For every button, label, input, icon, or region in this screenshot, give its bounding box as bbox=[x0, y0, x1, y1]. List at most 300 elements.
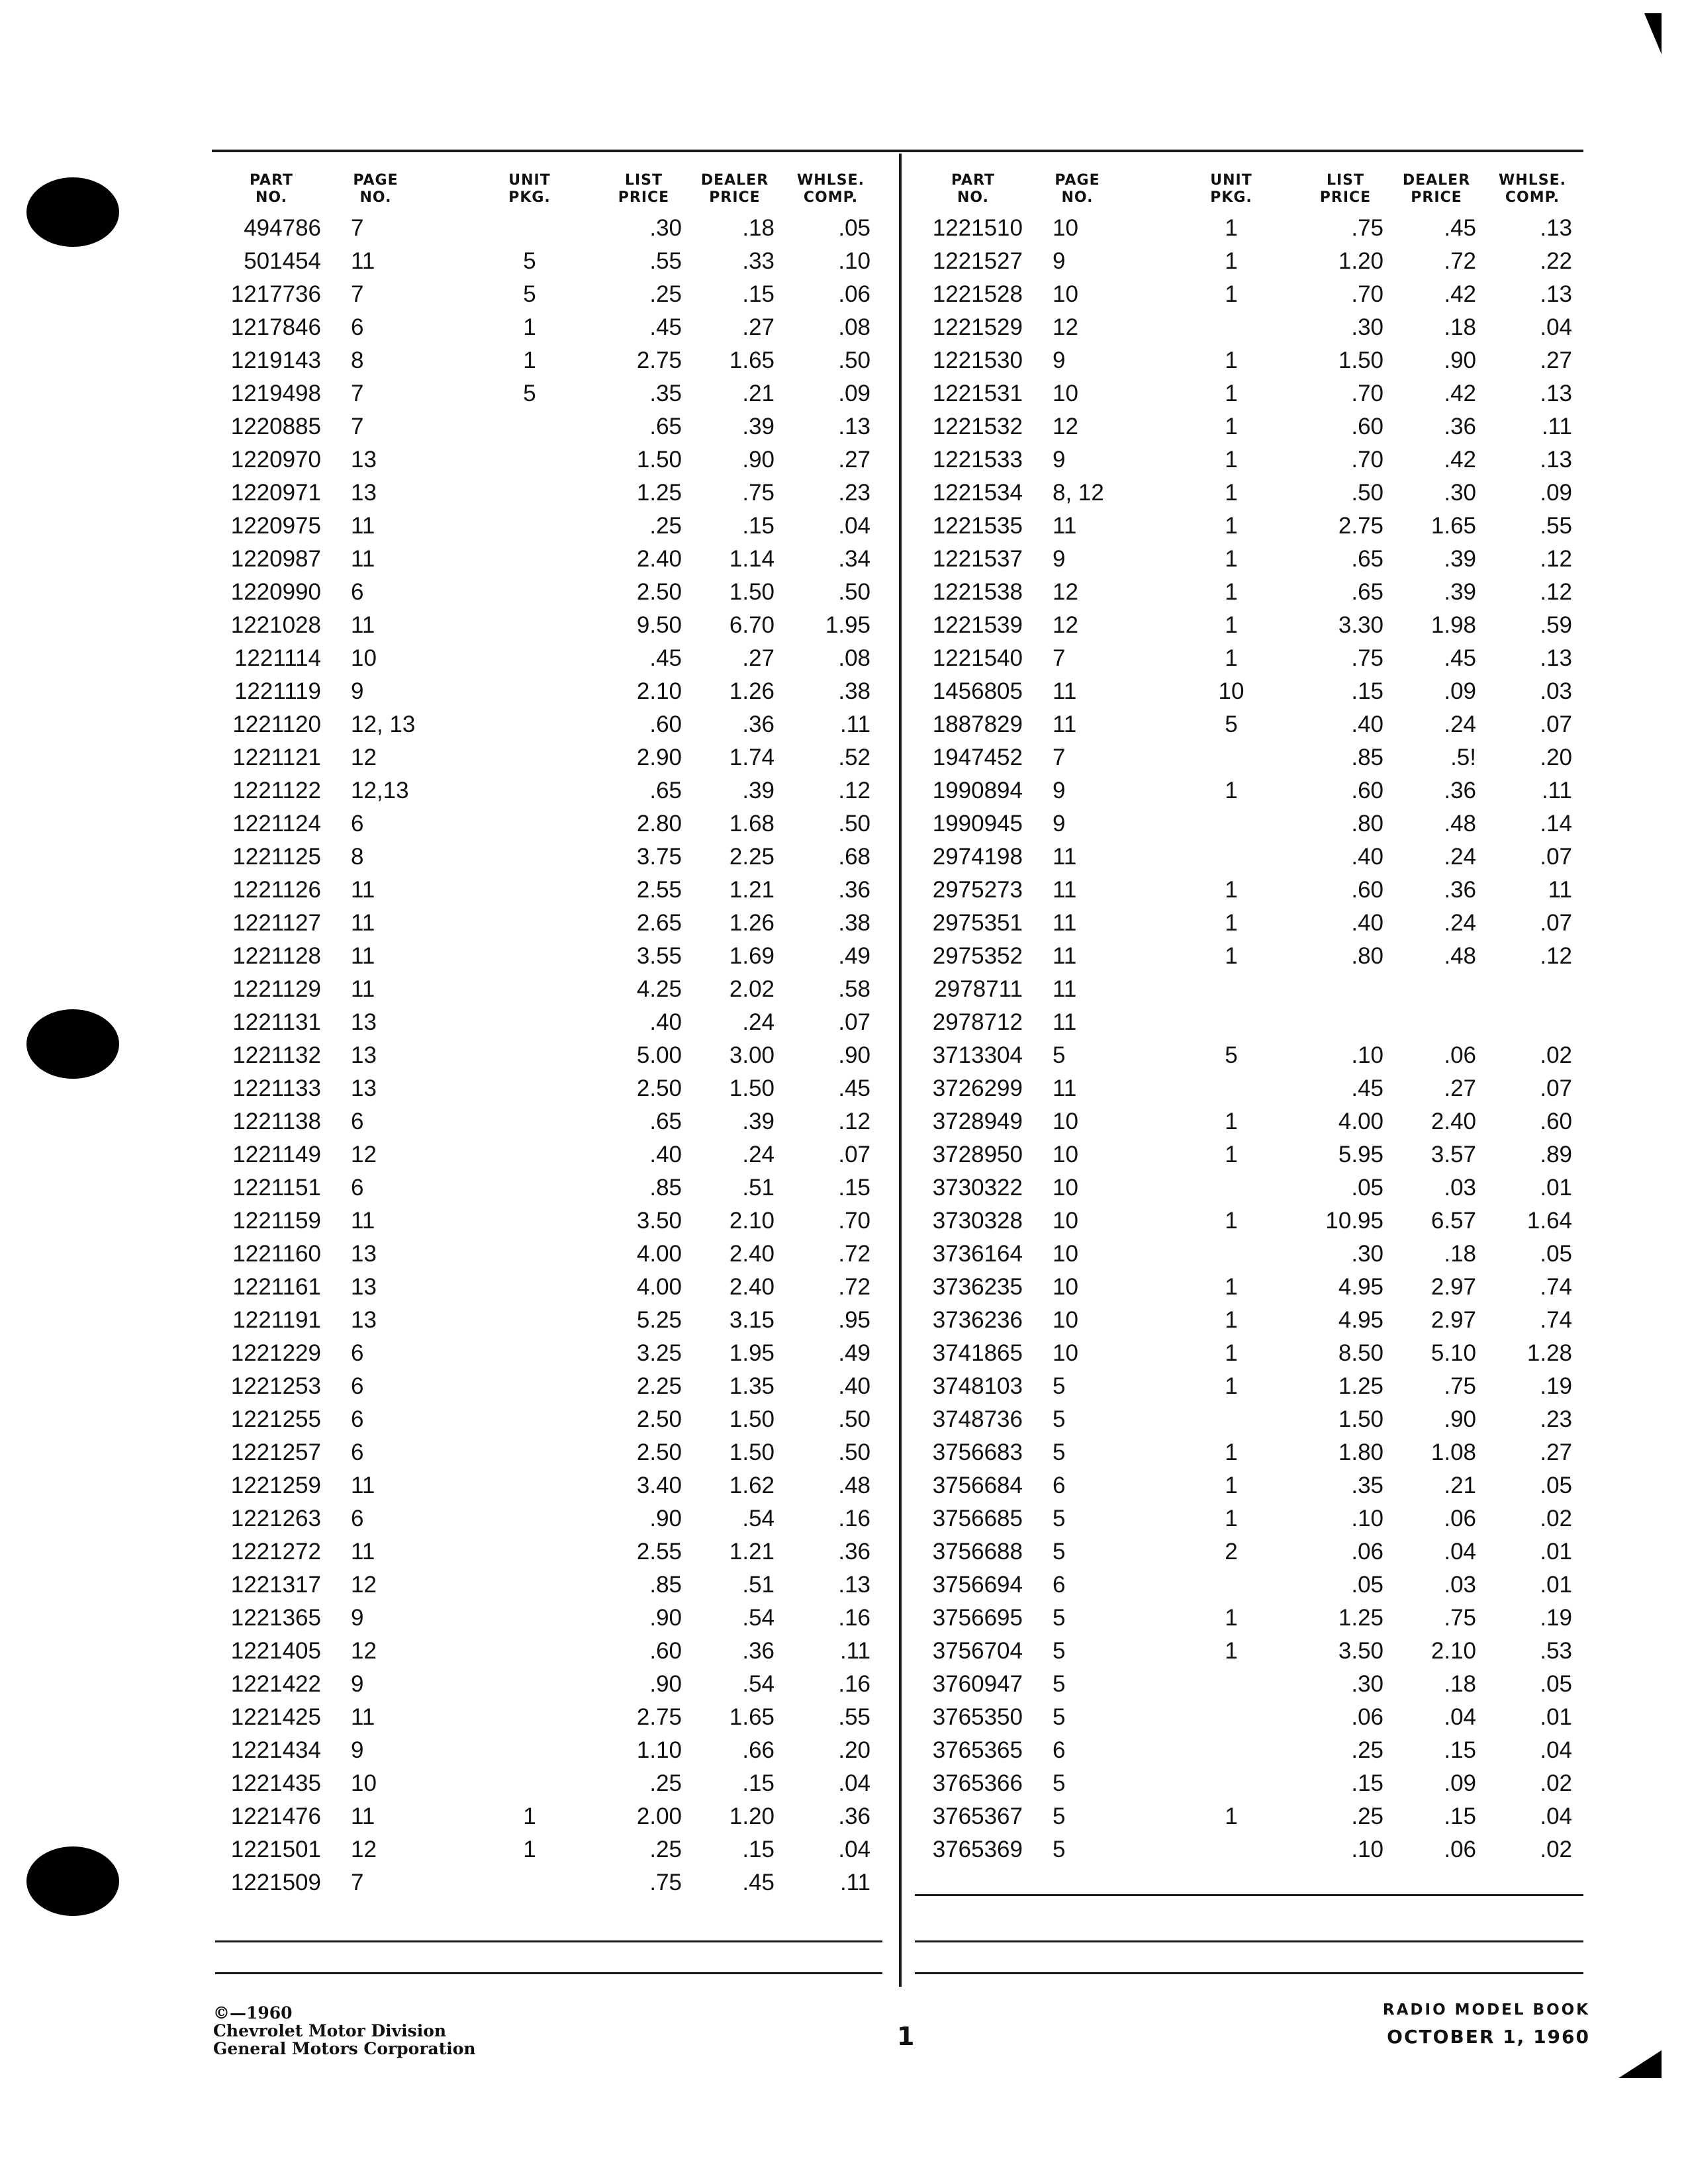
header-whlse bbox=[1493, 172, 1572, 206]
cell-whlse: .50 bbox=[838, 579, 870, 605]
cell-page: 10 bbox=[1053, 1175, 1078, 1201]
header-whlse-line: COMP. bbox=[803, 189, 859, 206]
cell-page: 11 bbox=[351, 1208, 375, 1234]
division-line: Chevrolet Motor Division bbox=[213, 2021, 447, 2040]
cell-part: 1221114 bbox=[234, 645, 321, 671]
cell-list: 2.40 bbox=[636, 546, 682, 572]
cell-part: 1990894 bbox=[932, 778, 1023, 803]
cell-dealer: .15 bbox=[1444, 1803, 1476, 1829]
cell-whlse: .68 bbox=[838, 844, 870, 870]
cell-page: 9 bbox=[1053, 811, 1066, 837]
cell-part: 1221533 bbox=[932, 447, 1023, 473]
cell-page: 11 bbox=[1053, 1075, 1077, 1101]
header-list-line: LIST bbox=[1326, 172, 1365, 189]
cell-dealer: .54 bbox=[742, 1506, 774, 1531]
cell-dealer: .18 bbox=[742, 215, 774, 241]
cell-part: 2974198 bbox=[932, 844, 1023, 870]
cell-dealer: 1.50 bbox=[729, 1075, 774, 1101]
cell-part: 1221509 bbox=[230, 1870, 321, 1895]
cell-whlse: 1.95 bbox=[825, 612, 870, 638]
cell-list: .65 bbox=[1351, 579, 1383, 605]
cell-dealer: .36 bbox=[742, 1638, 774, 1664]
cell-list: 2.75 bbox=[1338, 513, 1383, 539]
cell-dealer: .24 bbox=[1444, 711, 1476, 737]
cell-dealer: 1.65 bbox=[1430, 513, 1476, 539]
cell-whlse: .09 bbox=[1540, 480, 1572, 506]
cell-page: 9 bbox=[1053, 447, 1066, 473]
cell-dealer: .45 bbox=[1444, 645, 1476, 671]
cell-page: 5 bbox=[1053, 1042, 1066, 1068]
cell-list: .25 bbox=[1351, 1803, 1383, 1829]
header-page-line: NO. bbox=[359, 189, 392, 206]
binder-hole-bottom bbox=[26, 1846, 119, 1916]
cell-part: 1221534 bbox=[932, 480, 1023, 506]
cell-unit: 1 bbox=[1225, 579, 1238, 605]
cell-part: 1221132 bbox=[232, 1042, 321, 1068]
cell-part: 1221405 bbox=[230, 1638, 321, 1664]
cell-part: 3713304 bbox=[932, 1042, 1023, 1068]
cell-list: .50 bbox=[1351, 480, 1383, 506]
cell-dealer: .03 bbox=[1444, 1175, 1476, 1201]
header-whlse bbox=[791, 172, 870, 206]
cell-page: 12 bbox=[351, 1142, 377, 1167]
cell-list: .25 bbox=[649, 1770, 682, 1796]
cell-dealer: 1.95 bbox=[729, 1340, 774, 1366]
cell-page: 8 bbox=[351, 347, 364, 373]
cell-page: 7 bbox=[351, 414, 364, 439]
cell-part: 3765365 bbox=[932, 1737, 1023, 1763]
cell-part: 1221263 bbox=[230, 1506, 321, 1531]
left-bottom-rule-1 bbox=[215, 1940, 882, 1942]
cell-list: .30 bbox=[649, 215, 682, 241]
cell-part: 3748736 bbox=[932, 1406, 1023, 1432]
cell-list: .15 bbox=[1351, 678, 1383, 704]
cell-list: .75 bbox=[1351, 215, 1383, 241]
cell-whlse: .27 bbox=[1540, 347, 1572, 373]
cell-part: 1221537 bbox=[932, 546, 1023, 572]
header-page-line: NO. bbox=[1061, 189, 1094, 206]
cell-whlse: .07 bbox=[838, 1142, 870, 1167]
cell-page: 5 bbox=[1053, 1704, 1066, 1730]
header-part bbox=[235, 172, 308, 206]
cell-dealer: 2.02 bbox=[729, 976, 774, 1002]
cell-dealer: .24 bbox=[1444, 910, 1476, 936]
cell-list: .35 bbox=[649, 381, 682, 406]
left-bottom-rule-2 bbox=[215, 1972, 882, 1974]
header-dealer bbox=[695, 172, 774, 206]
cell-whlse: .13 bbox=[1540, 215, 1572, 241]
cell-page: 11 bbox=[1053, 943, 1077, 969]
cell-unit: 1 bbox=[1225, 381, 1238, 406]
cell-list: .30 bbox=[1351, 1241, 1383, 1267]
cell-page: 5 bbox=[1053, 1439, 1066, 1465]
cell-page: 12 bbox=[351, 745, 377, 770]
cell-part: 1217736 bbox=[230, 281, 321, 307]
cell-list: 1.25 bbox=[1338, 1373, 1383, 1399]
cell-dealer: .75 bbox=[1444, 1605, 1476, 1631]
cell-whlse: .08 bbox=[838, 645, 870, 671]
right-bottom-rule-1 bbox=[915, 1894, 1583, 1896]
cell-list: .05 bbox=[1351, 1572, 1383, 1598]
cell-list: .65 bbox=[1351, 546, 1383, 572]
cell-list: 1.50 bbox=[1338, 347, 1383, 373]
cell-page: 13 bbox=[351, 1042, 377, 1068]
cell-list: 4.95 bbox=[1338, 1274, 1383, 1300]
cell-part: 3756684 bbox=[932, 1473, 1023, 1498]
cell-dealer: .36 bbox=[1444, 414, 1476, 439]
cell-unit: 1 bbox=[1225, 778, 1238, 803]
cell-whlse: .04 bbox=[838, 1837, 870, 1862]
cell-list: 2.90 bbox=[636, 745, 682, 770]
cell-dealer: 1.08 bbox=[1430, 1439, 1476, 1465]
cell-whlse: .04 bbox=[838, 513, 870, 539]
cell-dealer: .15 bbox=[742, 1770, 774, 1796]
cell-list: .90 bbox=[649, 1605, 682, 1631]
cell-unit: 5 bbox=[523, 281, 536, 307]
cell-unit: 1 bbox=[1225, 447, 1238, 473]
header-part-line: PART bbox=[249, 172, 294, 189]
cell-list: .65 bbox=[649, 1109, 682, 1134]
cell-part: 1221528 bbox=[932, 281, 1023, 307]
cell-page: 11 bbox=[1053, 976, 1077, 1002]
cell-page: 10 bbox=[1053, 1109, 1078, 1134]
cell-part: 1221422 bbox=[230, 1671, 321, 1697]
cell-part: 1221253 bbox=[230, 1373, 321, 1399]
cell-dealer: .36 bbox=[1444, 778, 1476, 803]
cell-dealer: 2.40 bbox=[729, 1241, 774, 1267]
cell-list: .60 bbox=[649, 711, 682, 737]
cell-part: 3756683 bbox=[932, 1439, 1023, 1465]
cell-unit: 1 bbox=[523, 347, 536, 373]
cell-part: 1221119 bbox=[234, 678, 321, 704]
cell-dealer: 1.21 bbox=[729, 1539, 774, 1565]
cell-part: 1220990 bbox=[230, 579, 321, 605]
cell-whlse: .14 bbox=[1540, 811, 1572, 837]
cell-part: 2975352 bbox=[932, 943, 1023, 969]
cell-page: 6 bbox=[351, 314, 364, 340]
cell-page: 8 bbox=[351, 844, 364, 870]
cell-whlse: .19 bbox=[1540, 1373, 1572, 1399]
cell-whlse: .60 bbox=[1540, 1109, 1572, 1134]
cell-dealer: .54 bbox=[742, 1671, 774, 1697]
cell-whlse: .53 bbox=[1540, 1638, 1572, 1664]
header-dealer bbox=[1397, 172, 1476, 206]
cell-whlse: .03 bbox=[1540, 678, 1572, 704]
cell-part: 1220975 bbox=[230, 513, 321, 539]
cell-dealer: .48 bbox=[1444, 811, 1476, 837]
cell-page: 6 bbox=[351, 1373, 364, 1399]
cell-part: 1221151 bbox=[232, 1175, 321, 1201]
cell-unit: 1 bbox=[1225, 1506, 1238, 1531]
cell-dealer: 2.40 bbox=[729, 1274, 774, 1300]
cell-whlse: .49 bbox=[838, 943, 870, 969]
cell-dealer: 1.62 bbox=[729, 1473, 774, 1498]
cell-list: .65 bbox=[649, 414, 682, 439]
cell-whlse: .09 bbox=[838, 381, 870, 406]
cell-list: .40 bbox=[1351, 844, 1383, 870]
cell-unit: 1 bbox=[1225, 215, 1238, 241]
cell-list: 3.30 bbox=[1338, 612, 1383, 638]
cell-list: 1.20 bbox=[1338, 248, 1383, 274]
cell-whlse: .40 bbox=[838, 1373, 870, 1399]
cell-unit: 1 bbox=[1225, 612, 1238, 638]
header-part bbox=[937, 172, 1009, 206]
binder-hole-top bbox=[26, 177, 119, 247]
cell-list: .15 bbox=[1351, 1770, 1383, 1796]
cell-unit: 1 bbox=[1225, 347, 1238, 373]
cell-page: 9 bbox=[1053, 347, 1066, 373]
cell-list: .45 bbox=[1351, 1075, 1383, 1101]
cell-page: 11 bbox=[351, 943, 375, 969]
cell-part: 1887829 bbox=[932, 711, 1023, 737]
cell-whlse: .12 bbox=[1540, 546, 1572, 572]
cell-unit: 5 bbox=[523, 381, 536, 406]
cell-page: 9 bbox=[1053, 778, 1066, 803]
cell-part: 1221255 bbox=[230, 1406, 321, 1432]
cell-part: 1221476 bbox=[230, 1803, 321, 1829]
cell-page: 6 bbox=[351, 811, 364, 837]
cell-part: 1221539 bbox=[932, 612, 1023, 638]
cell-dealer: .30 bbox=[1444, 480, 1476, 506]
cell-page: 13 bbox=[351, 1009, 377, 1035]
cell-unit: 1 bbox=[1225, 480, 1238, 506]
cell-list: .80 bbox=[1351, 811, 1383, 837]
cell-unit: 1 bbox=[1225, 943, 1238, 969]
cell-page: 6 bbox=[351, 1340, 364, 1366]
cell-page: 6 bbox=[1053, 1473, 1066, 1498]
cell-dealer: 1.65 bbox=[729, 347, 774, 373]
header-list-line: PRICE bbox=[618, 189, 670, 206]
header-list-line: LIST bbox=[624, 172, 663, 189]
cell-whlse: .36 bbox=[838, 877, 870, 903]
cell-list: 4.00 bbox=[636, 1274, 682, 1300]
cell-dealer: 1.68 bbox=[729, 811, 774, 837]
cell-dealer: .42 bbox=[1444, 447, 1476, 473]
cell-part: 3726299 bbox=[932, 1075, 1023, 1101]
cell-page: 13 bbox=[351, 447, 377, 473]
book-title: RADIO MODEL BOOK bbox=[1382, 2001, 1590, 2019]
cell-whlse: .12 bbox=[838, 778, 870, 803]
cell-dealer: 6.57 bbox=[1430, 1208, 1476, 1234]
cell-unit: 5 bbox=[523, 248, 536, 274]
cell-page: 12 bbox=[1053, 414, 1078, 439]
footer-publisher bbox=[213, 2004, 476, 2058]
cell-part: 3760947 bbox=[932, 1671, 1023, 1697]
header-dealer-line: PRICE bbox=[709, 189, 761, 206]
header-page bbox=[338, 172, 414, 206]
cell-dealer: 1.65 bbox=[729, 1704, 774, 1730]
cell-list: .40 bbox=[649, 1009, 682, 1035]
cell-list: 4.00 bbox=[636, 1241, 682, 1267]
cell-list: .40 bbox=[649, 1142, 682, 1167]
cell-page: 10 bbox=[1053, 281, 1078, 307]
cell-dealer: .72 bbox=[1444, 248, 1476, 274]
cell-page: 11 bbox=[1053, 711, 1077, 737]
cell-whlse: .10 bbox=[838, 248, 870, 274]
cell-page: 11 bbox=[1053, 513, 1077, 539]
cell-dealer: .06 bbox=[1444, 1506, 1476, 1531]
cell-list: 1.25 bbox=[636, 480, 682, 506]
header-part-line: NO. bbox=[256, 189, 287, 206]
cell-whlse: .06 bbox=[838, 281, 870, 307]
cell-part: 1221540 bbox=[932, 645, 1023, 671]
cell-whlse: .13 bbox=[1540, 645, 1572, 671]
cell-dealer: .45 bbox=[1444, 215, 1476, 241]
cell-dealer: 1.50 bbox=[729, 1406, 774, 1432]
cell-page: 9 bbox=[1053, 248, 1066, 274]
cell-dealer: 1.98 bbox=[1430, 612, 1476, 638]
cell-list: 3.75 bbox=[636, 844, 682, 870]
cell-page: 11 bbox=[351, 1704, 375, 1730]
cell-list: 5.95 bbox=[1338, 1142, 1383, 1167]
cell-part: 1221159 bbox=[232, 1208, 321, 1234]
cell-page: 10 bbox=[1053, 1241, 1078, 1267]
cell-part: 1221272 bbox=[230, 1539, 321, 1565]
cell-part: 3765350 bbox=[932, 1704, 1023, 1730]
cell-list: 1.25 bbox=[1338, 1605, 1383, 1631]
cell-list: 2.50 bbox=[636, 579, 682, 605]
cell-whlse: .12 bbox=[1540, 943, 1572, 969]
cell-part: 1221530 bbox=[932, 347, 1023, 373]
cell-dealer: .24 bbox=[742, 1142, 774, 1167]
cell-page: 5 bbox=[1053, 1406, 1066, 1432]
cell-dealer: 1.74 bbox=[729, 745, 774, 770]
cell-whlse: .36 bbox=[838, 1539, 870, 1565]
cell-whlse: .19 bbox=[1540, 1605, 1572, 1631]
cell-whlse: .23 bbox=[1540, 1406, 1572, 1432]
cell-whlse: 11 bbox=[1548, 877, 1572, 903]
cell-whlse: .01 bbox=[1540, 1704, 1572, 1730]
cell-list: 3.55 bbox=[636, 943, 682, 969]
cell-part: 1221120 bbox=[232, 711, 321, 737]
cell-whlse: .12 bbox=[838, 1109, 870, 1134]
cell-whlse: .95 bbox=[838, 1307, 870, 1333]
cell-unit: 1 bbox=[1225, 1340, 1238, 1366]
cell-dealer: 1.35 bbox=[729, 1373, 774, 1399]
cell-whlse: .74 bbox=[1540, 1274, 1572, 1300]
cell-page: 11 bbox=[1053, 877, 1077, 903]
cell-whlse: .50 bbox=[838, 811, 870, 837]
cell-page: 5 bbox=[1053, 1671, 1066, 1697]
cell-dealer: 2.40 bbox=[1430, 1109, 1476, 1134]
cell-part: 1219143 bbox=[230, 347, 321, 373]
cell-part: 3756704 bbox=[932, 1638, 1023, 1664]
cell-page: 9 bbox=[351, 1605, 364, 1631]
cell-page: 13 bbox=[351, 1274, 377, 1300]
cell-part: 1990945 bbox=[932, 811, 1023, 837]
cell-unit: 1 bbox=[1225, 1373, 1238, 1399]
cell-dealer: .18 bbox=[1444, 1241, 1476, 1267]
cell-whlse: .27 bbox=[1540, 1439, 1572, 1465]
cell-unit: 1 bbox=[1225, 1307, 1238, 1333]
cell-part: 1221317 bbox=[230, 1572, 321, 1598]
cell-dealer: 1.69 bbox=[729, 943, 774, 969]
cell-page: 6 bbox=[351, 1439, 364, 1465]
cell-dealer: 1.26 bbox=[729, 678, 774, 704]
corner-mark-top-right bbox=[1644, 13, 1662, 54]
cell-part: 3765366 bbox=[932, 1770, 1023, 1796]
cell-list: 1.50 bbox=[636, 447, 682, 473]
cell-page: 6 bbox=[351, 1109, 364, 1134]
cell-part: 3730328 bbox=[932, 1208, 1023, 1234]
cell-dealer: 2.10 bbox=[1430, 1638, 1476, 1664]
cell-whlse: .59 bbox=[1540, 612, 1572, 638]
cell-list: 8.50 bbox=[1338, 1340, 1383, 1366]
cell-part: 1456805 bbox=[932, 678, 1023, 704]
cell-part: 1221191 bbox=[232, 1307, 321, 1333]
cell-page: 11 bbox=[351, 1803, 375, 1829]
cell-dealer: 2.25 bbox=[729, 844, 774, 870]
cell-part: 3756695 bbox=[932, 1605, 1023, 1631]
cell-dealer: .39 bbox=[1444, 546, 1476, 572]
cell-whlse: .50 bbox=[838, 1439, 870, 1465]
cell-page: 11 bbox=[351, 248, 375, 274]
publication-date: OCTOBER 1, 1960 bbox=[1387, 2026, 1590, 2048]
cell-unit: 1 bbox=[1225, 513, 1238, 539]
header-unit bbox=[1201, 172, 1261, 206]
cell-list: .85 bbox=[649, 1175, 682, 1201]
cell-whlse: .02 bbox=[1540, 1042, 1572, 1068]
cell-whlse: .07 bbox=[1540, 844, 1572, 870]
cell-unit: 1 bbox=[523, 1803, 536, 1829]
header-whlse-line: COMP. bbox=[1505, 189, 1560, 206]
cell-whlse: .16 bbox=[838, 1506, 870, 1531]
cell-list: 1.10 bbox=[636, 1737, 682, 1763]
cell-dealer: 1.26 bbox=[729, 910, 774, 936]
cell-whlse: .11 bbox=[839, 1638, 870, 1664]
cell-list: .80 bbox=[1351, 943, 1383, 969]
cell-dealer: .36 bbox=[1444, 877, 1476, 903]
cell-page: 10 bbox=[351, 1770, 377, 1796]
cell-dealer: 1.14 bbox=[729, 546, 774, 572]
cell-list: .25 bbox=[649, 513, 682, 539]
cell-page: 10 bbox=[351, 645, 377, 671]
cell-dealer: .04 bbox=[1444, 1704, 1476, 1730]
cell-whlse: .38 bbox=[838, 678, 870, 704]
cell-list: .60 bbox=[1351, 414, 1383, 439]
cell-list: 2.65 bbox=[636, 910, 682, 936]
cell-part: 1221124 bbox=[232, 811, 321, 837]
cell-page: 5 bbox=[1053, 1539, 1066, 1565]
cell-part: 3736236 bbox=[932, 1307, 1023, 1333]
cell-dealer: .90 bbox=[742, 447, 774, 473]
cell-part: 1220987 bbox=[230, 546, 321, 572]
cell-list: .10 bbox=[1351, 1042, 1383, 1068]
cell-dealer: .27 bbox=[742, 645, 774, 671]
cell-page: 12 bbox=[1053, 579, 1078, 605]
cell-dealer: .39 bbox=[742, 1109, 774, 1134]
cell-part: 1221527 bbox=[932, 248, 1023, 274]
cell-dealer: .54 bbox=[742, 1605, 774, 1631]
cell-page: 5 bbox=[1053, 1638, 1066, 1664]
cell-part: 1221160 bbox=[232, 1241, 321, 1267]
cell-part: 2978711 bbox=[934, 976, 1023, 1002]
top-rule bbox=[212, 150, 1583, 152]
cell-dealer: .21 bbox=[742, 381, 774, 406]
cell-dealer: .75 bbox=[742, 480, 774, 506]
cell-unit: 1 bbox=[1225, 910, 1238, 936]
cell-page: 11 bbox=[351, 513, 375, 539]
cell-dealer: .15 bbox=[742, 281, 774, 307]
cell-unit: 1 bbox=[1225, 1142, 1238, 1167]
cell-part: 1221435 bbox=[230, 1770, 321, 1796]
cell-page: 13 bbox=[351, 480, 377, 506]
cell-dealer: 1.50 bbox=[729, 1439, 774, 1465]
cell-page: 9 bbox=[351, 1737, 364, 1763]
footer-title-block bbox=[1383, 1999, 1590, 2053]
cell-part: 1217846 bbox=[230, 314, 321, 340]
cell-unit: 1 bbox=[1225, 248, 1238, 274]
